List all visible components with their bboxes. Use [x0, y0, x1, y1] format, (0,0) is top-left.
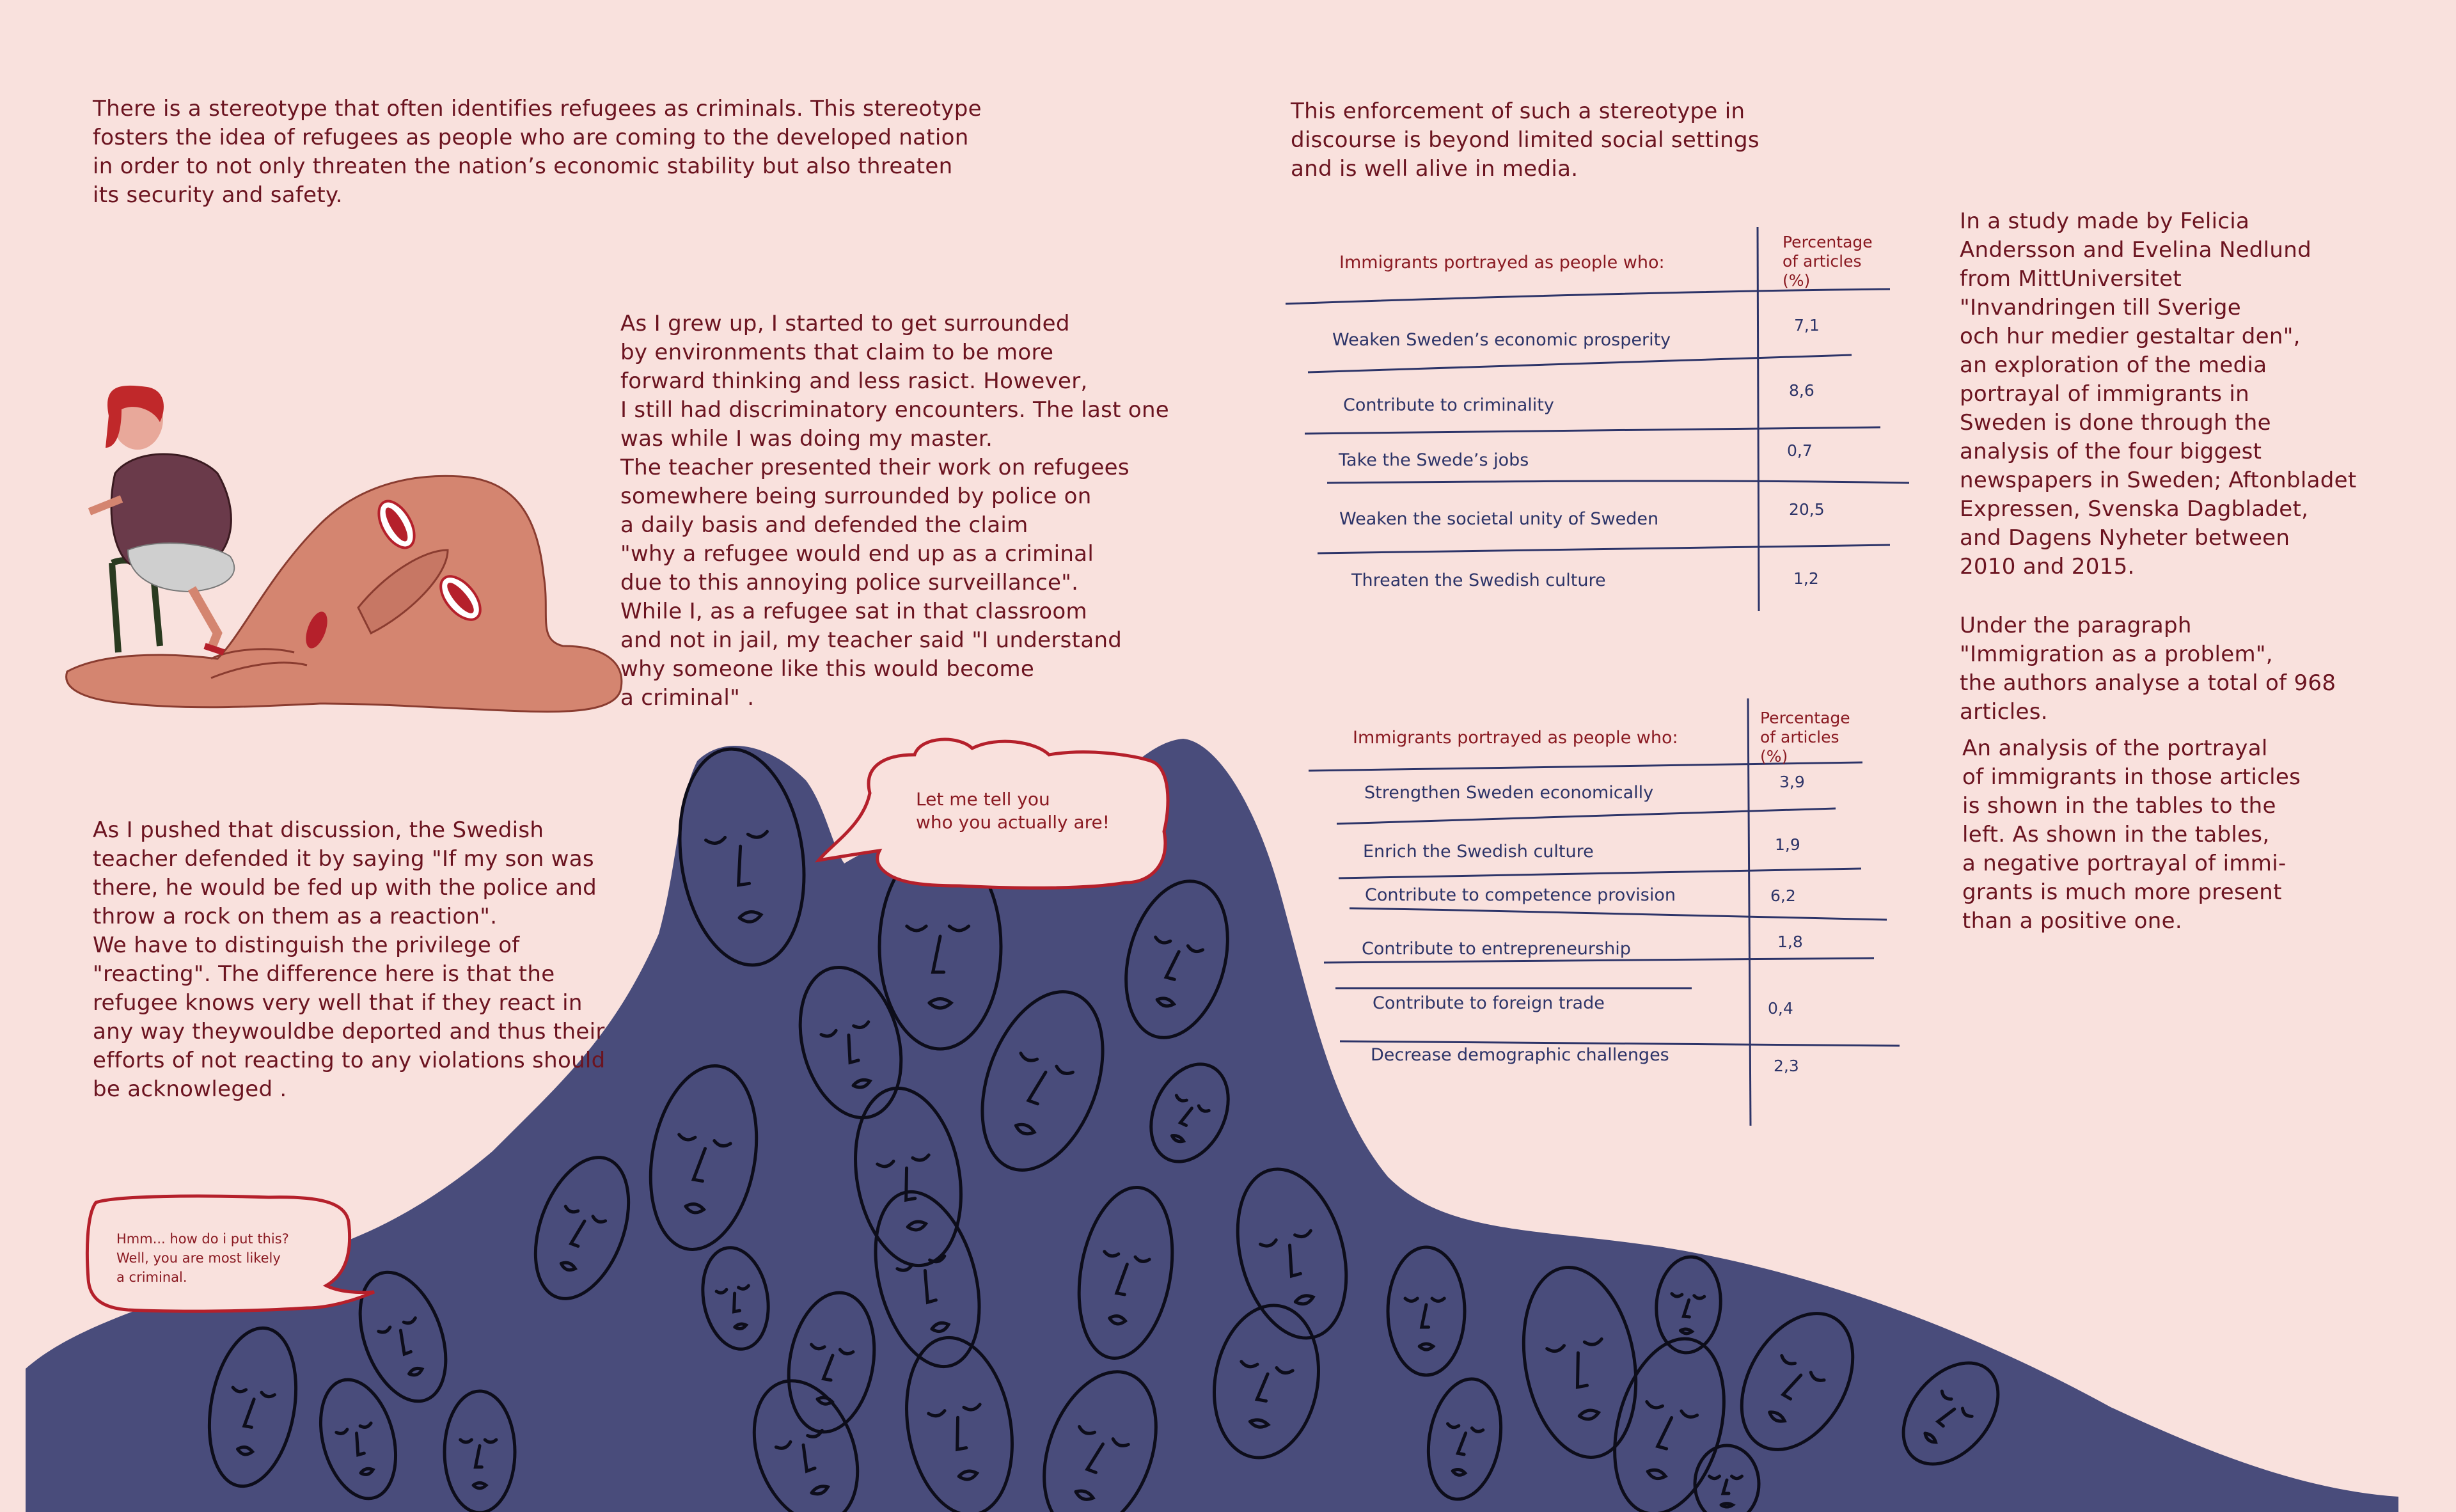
immigration-problem-paragraph: Under the paragraph "Immigration as a problem", the authors analyse a total of 968 articles. — [1960, 613, 2336, 725]
table2-row-value: 1,9 — [1775, 835, 1800, 854]
table1-row-value: 20,5 — [1789, 500, 1825, 519]
table2-header-percentage: Percentage of articles (%) — [1760, 709, 1850, 766]
table1-row-label: Weaken the societal unity of Sweden — [1339, 509, 1659, 529]
table1-header-label: Immigrants portrayed as people who: — [1339, 253, 1665, 272]
table2-row-value: 2,3 — [1774, 1057, 1799, 1075]
table1-row-label: Take the Swede’s jobs — [1339, 450, 1529, 470]
table1-row-label: Weaken Sweden’s economic prosperity — [1332, 330, 1671, 350]
table2-row-label: Strengthen Sweden economically — [1364, 783, 1654, 803]
table2-row-value: 1,8 — [1777, 933, 1803, 951]
study-paragraph: In a study made by Felicia Andersson and Evelina Nedlund from MittUniversitet "Invandringen till Sverige och hur medier gestaltar den", an exploration of the media portrayal of immigrants in Sweden is done through the analysis of the four biggest newspapers in Sweden; Aftonbladet Expressen, Svenska Dagbladet, and Dagens Nyheter between 2010 and 2015. — [1960, 209, 2357, 579]
table2-row-label: Decrease demographic challenges — [1371, 1045, 1669, 1065]
media-enforcement-paragraph: This enforcement of such a stereotype in discourse is beyond limited social settings and is well alive in media. — [1291, 98, 1759, 182]
table1-row-label: Threaten the Swedish culture — [1351, 571, 1606, 590]
table2-header-label: Immigrants portrayed as people who: — [1353, 728, 1678, 748]
table2-row-value: 0,4 — [1768, 999, 1793, 1018]
table1-row-value: 7,1 — [1794, 316, 1820, 335]
table1-row-value: 1,2 — [1793, 569, 1819, 588]
analysis-paragraph: An analysis of the portrayal of immigrants in those articles is shown in the tables to the left. As shown in the tables, a negative portrayal of immi- grants is much more present than a positive one. — [1962, 736, 2301, 934]
table2-row-label: Contribute to competence provision — [1365, 885, 1676, 905]
grew-up-paragraph: As I grew up, I started to get surrounded by environments that claim to be more forward thinking and less rasict. However, I still had discriminatory encounters. The last one was while I was doing my master. The teacher presented their work on refugees somewhere being surrounded by police on a daily basis and defended the claim "why a refugee would end up as a criminal due to this annoying police surveillance". While I, as a refugee sat in that classroom and not in jail, my teacher said "I understand why someone like this would become a criminal" . — [620, 311, 1170, 711]
speech-bubble-bottom-text: Hmm... how do i put this? Well, you are most likely a criminal. — [116, 1231, 289, 1285]
woman-on-chair-figure — [67, 386, 622, 712]
table1-row-label: Contribute to criminality — [1343, 395, 1554, 415]
intro-paragraph: There is a stereotype that often identifies refugees as criminals. This stereotype fosters the idea of refugees as people who are coming to the developed nation in order to not only threaten the nation’s economic stability but also threaten its security and safety. — [93, 96, 982, 208]
pushed-discussion-paragraph: As I pushed that discussion, the Swedish teacher defended it by saying "If my son was there, he would be fed up with the police and throw a rock on them as a reaction". We have to distinguish the privilege of "reacting". The difference here is that the refugee knows very well that if they react in any way theywouldbe deported and thus their efforts of not reacting to any violations should be acknowleged . — [93, 817, 606, 1102]
speech-bubble-top-text: Let me tell you who you actually are! — [916, 789, 1110, 833]
table2-row-value: 3,9 — [1779, 773, 1805, 791]
table2-row-label: Enrich the Swedish culture — [1363, 842, 1594, 862]
table2-row-label: Contribute to entrepreneurship — [1362, 939, 1631, 959]
table1-row-value: 8,6 — [1789, 381, 1814, 400]
table2-row-label: Contribute to foreign trade — [1373, 993, 1605, 1013]
table1-row-value: 0,7 — [1787, 441, 1813, 460]
table2-row-value: 6,2 — [1770, 886, 1796, 905]
table1-header-percentage: Percentage of articles (%) — [1783, 233, 1873, 290]
